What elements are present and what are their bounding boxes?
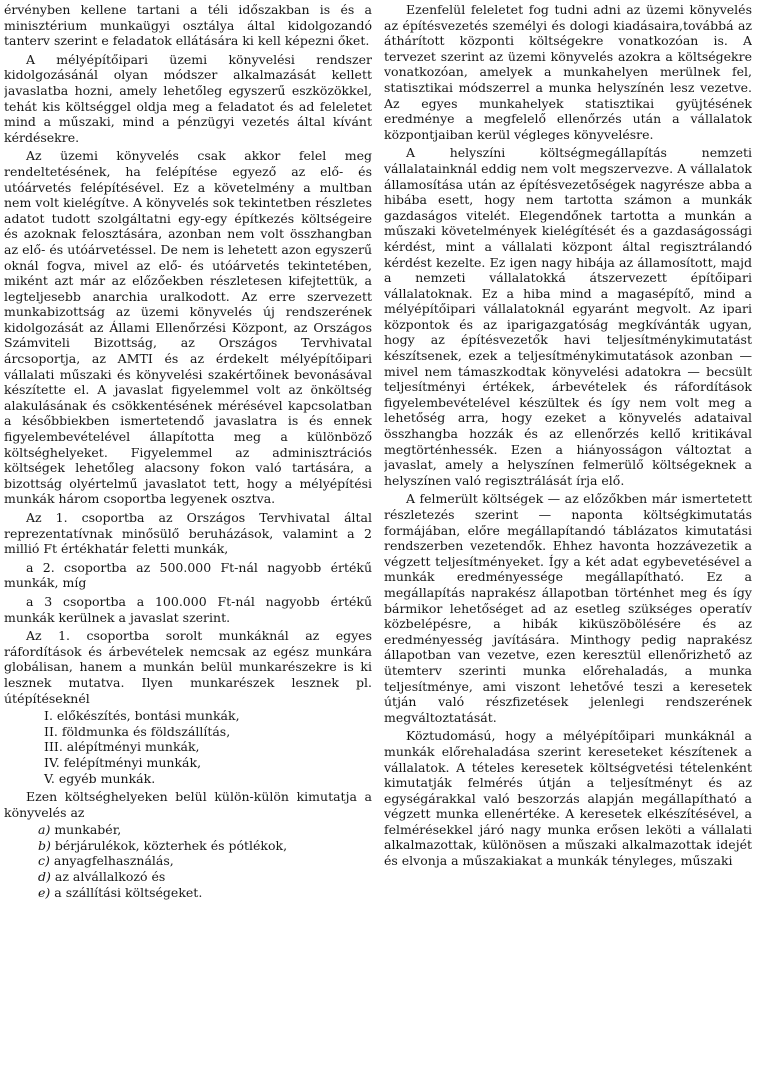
paragraph: a 3 csoportba a 100.000 Ft-nál nagyobb értékű munkák kerülnek a javaslat szerint. — [4, 593, 372, 625]
list-item-text: felépítményi munkák, — [63, 754, 202, 770]
paragraph: Ezenfelül feleletet fog tudni adni az üzemi könyvelés az építésvezetés személyi és dologi kiadásaira,továbbá az áthárított központi költségekre vonatkozóan is. A tervezet szerint az üzemi könyvelés azokra a költségekre vonatkozóan, amelyek a munkahelyen merülnek fel, statisztikai módszerrel a munka helyszínén lesz vezetve. Az egyes munkahelyek statisztikai gyüjtésének eredménye a megfelelő ellenőrzés után a vállalatok központjaiban kerül végleges könyvelésre. — [384, 2, 752, 142]
paragraph: Az üzemi könyvelés csak akkor felel meg rendeltetésének, ha felépítése egyező az elő- és utóárvetés felépítésével. Ez a követelmény a multban nem volt kielégítve. A könyvelés sok tekintetben részletes adatot tudott szolgáltatni egy-egy építkezés költségeire és azoknak felosztására, azonban nem volt összhangban az elő- és utóárvetéssel. De nem is lehetett azon egyszerű oknál fogva, mivel az elő- és utóárvetés tekintetében, miként azt már az előzőekben részletesen kifejtettük, a legteljesebb anarchia uralkodott. Az erre szervezett munkabizottság az üzemi könyvelés új rendszerének kidolgozását az Állami Ellenőrzési Központ, az Országos Számviteli Bizottság, az Országos Tervhivatal árcsoportja, az AMTI és az érdekelt mélyépítőipari vállalati műszaki és könyvelési szakértőinek bevonásával készítette el. A javaslat figyelemmel volt az önköltség alakulásának és csökkentésének mérésével kapcsolatban a későbbiekben ismertetendő javaslatra is és ennek figyelembevételével állapította meg a különböző költséghelyeket. Figyelemmel az adminisztrációs költségek lehetőleg alacsony fokon való tartására, a bizottság olyértelmű javaslatot tett, hogy a mélyépítési munkák három csoportba legyenek osztva. — [4, 148, 372, 507]
list-item-marker: V. — [44, 770, 55, 786]
list-item-marker: I. — [44, 708, 53, 724]
list-item-marker: II. — [44, 723, 58, 739]
list-item-text: az alvállalkozó és — [54, 869, 166, 885]
roman-numbered-list — [4, 708, 372, 786]
paragraph: érvényben kellene tartani a téli időszakban is és a minisztérium munkaügyi osztálya által kidolgozandó tanterv szerint e feladatok ellátására ki kell képezni őket. — [4, 2, 372, 49]
paragraph: Köztudomású, hogy a mélyépítőipari munkáknál a munkák előrehaladása szerint kereseteket készítenek a vállalatok. A tételes keresetek költségvetési tételenként kimutatják felmérés útján a teljesítményt és az egységárakkal való beszorzás alapján megállapítható a végzett munka ellenértéke. A keresetek elkészítésével, a felmérésekkel járó nagy munka erősen leköti a vállalati alkalmazottak, különösen a műszaki alkalmazottak idejét és elvonja a műszakiakat a munkák tényleges, műszaki — [384, 728, 752, 869]
list-item — [4, 708, 372, 724]
list-item — [4, 771, 372, 787]
list-item — [4, 724, 372, 740]
list-item-text: egyéb munkák. — [58, 770, 156, 786]
list-item — [4, 853, 372, 869]
list-item-marker: IV. — [44, 754, 60, 770]
list-item — [4, 838, 372, 854]
paragraph: a 2. csoportba az 500.000 Ft-nál nagyobb értékű munkák, míg — [4, 559, 372, 591]
paragraph: Ezen költséghelyeken belül külön-külön kimutatja a könyvelés az — [4, 789, 372, 820]
list-item-text: munkabér, — [54, 822, 122, 838]
paragraph: A felmerült költségek — az előzőkben már ismertetett részletezés szerint — naponta költségkimutatás formájában, előre megállapítandó táblázatos kimutatási rendszerben vezetendők. Ehhez havonta hozzávezetik a végzett teljesítményeket. Így a két adat egybevetésével a munkák eredményessége megállapítható. Ez a megállapítás naprakész állapotban történhet meg és így bármikor lehetőséget ad az esetleg szükséges operatív közbelépésre, a hibák kiküszöbölésére és az eredményesség javítására. Minthogy pedig naprakész állapotban van vezetve, ezen keresztül ellenőrizhető az ütemterv szerinti munka előrehaladás, a munka teljesítménye, ami viszont lehetővé teszi a keresetek útján való részfizetések jelenlegi rendszerének megváltoztatását. — [384, 491, 752, 725]
list-item-marker: III. — [44, 739, 63, 755]
list-item-marker: a) — [38, 822, 51, 838]
list-item-marker: d) — [38, 869, 51, 885]
list-item-text: előkészítés, bontási munkák, — [56, 708, 240, 724]
list-item — [4, 885, 372, 901]
list-item-text: alépítményi munkák, — [66, 739, 200, 755]
list-item — [4, 822, 372, 838]
paragraph: Az 1. csoportba az Országos Tervhivatal által reprezentatívnak minősülő beruházások, valamint a 2 millió Ft értékhatár feletti munkák, — [4, 510, 372, 557]
paragraph: Az 1. csoportba sorolt munkáknál az egyes ráfordítások és árbevételek nemcsak az egész munkára globálisan, hanem a munkán belül munkarészekre is ki lesznek mutatva. Ilyen munkarészek lesznek pl. útépítéseknél — [4, 628, 372, 706]
list-item — [4, 755, 372, 771]
list-item-text: bérjárulékok, közterhek és pótlékok, — [54, 837, 288, 853]
list-item-text: a szállítási költségeket. — [54, 884, 203, 900]
list-item-text: földmunka és földszállítás, — [61, 723, 231, 739]
list-item — [4, 869, 372, 885]
list-item-marker: c) — [38, 853, 50, 869]
list-item-marker: e) — [38, 884, 51, 900]
list-item — [4, 739, 372, 755]
paragraph: A mélyépítőipari üzemi könyvelési rendszer kidolgozásánál olyan módszer alkalmazását kellett javaslatba hozni, amely lehetőleg egyszerű eszközökkel, tehát kis költséggel oldja meg a feladatot és ad feleletet mind a műszaki, mind a pénzügyi vezetés által kívánt kérdésekre. — [4, 51, 372, 145]
list-item-marker: b) — [38, 837, 51, 853]
right-column — [384, 2, 752, 1091]
left-column — [4, 2, 372, 1091]
paragraph: A helyszíni költségmegállapítás nemzeti vállalatainknál eddig nem volt megszervezve. A vállalatok államosítása után az építésvezetőségek nagyrésze abba a hibába esett, hogy nem tartotta számon a munkák gazdaságos vitelét. Elegendőnek tartotta a munkán a műszaki követelmények kielégítését és a gazdaságossági kérdést, mint a vállalati központ által regisztrálandó kérdést kezelte. Ez igen nagy hibája az államosított, majd a nemzeti vállalatokká átszervezett építőipari vállalatoknak. Ez a hiba mind a magasépítő, mind a mélyépítőipari vállalatoknál egyaránt megvolt. Az ipari központok és az iparigazgatóság megkívánták ugyan, hogy az építésvezetők havi teljesítménykimutatást készítsenek, ezek a teljesítménykimutatások azonban — mivel nem támaszkodtak könyvelési adatokra — becsült teljesítményi értékek, árbevételek és ráfordítások figyelembevételével készültek és így nem volt meg a lehetőség arra, hogy ezeket a könyvelés adataival összhangba hozzák és az ellenőrzés kellő kritikával megtörténhessék. Ezen a hiányosságon változtat a javaslat, amely a helyszínen felmerülő költségeknek a helyszínen való regisztrálását írja elő. — [384, 145, 752, 488]
list-item-text: anyagfelhasználás, — [53, 853, 174, 869]
lettered-list — [4, 822, 372, 900]
